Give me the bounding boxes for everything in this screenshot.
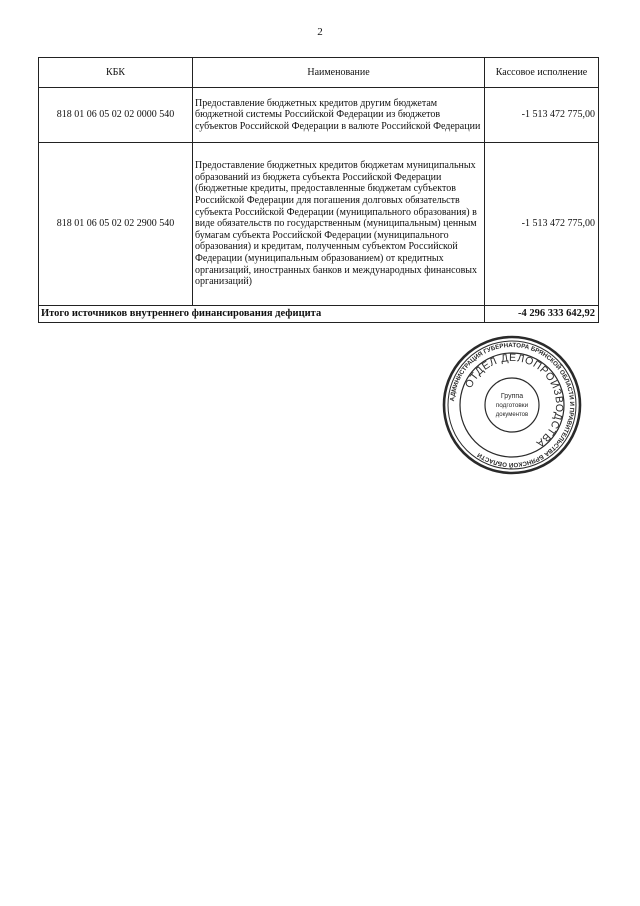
table-row [39, 88, 599, 143]
stamp-arc-text: ОТДЕЛ ДЕЛОПРОИЗВОДСТВА [462, 351, 566, 450]
total-amount: -4 296 333 642,92 [485, 306, 599, 323]
header-kbk: КБК [39, 58, 193, 88]
stamp-center-line-3: документов [495, 412, 529, 418]
row-description: Предоставление бюджетных кредитов другим бюджетам бюджетной системы Российской Федерации из бюджетов субъектов Российской Федерации в валюте Российской Федерации [193, 88, 485, 143]
header-name: Наименование [193, 58, 485, 88]
table-row [39, 143, 599, 306]
row-kbk-code: 818 01 06 05 02 02 2900 540 [39, 143, 193, 306]
row-description: Предоставление бюджетных кредитов бюджетам муниципальных образований из бюджета субъекта Российской Федерации (бюджетные кредиты, предоставленные бюджетам субъектов Российской Федерации для погашения долговых обязательств субъекта Российской Федерации (муниципального образования) в виде обязательств по государственным (муниципальным) ценным бумагам субъекта Российской Федерации (муниципального образования) и кредитам, полученным субъектом Российской Федерации (муниципальным образованием) от кредитных организаций, иностранных банков и международных финансовых организаций) [193, 143, 485, 306]
office-seal-stamp [441, 334, 583, 476]
row-amount: -1 513 472 775,00 [485, 88, 599, 143]
row-kbk-code: 818 01 06 05 02 02 0000 540 [39, 88, 193, 143]
row-amount: -1 513 472 775,00 [485, 143, 599, 306]
total-label: Итого источников внутреннего финансирования дефицита [39, 306, 485, 323]
stamp-ring-text: АДМИНИСТРАЦИЯ ГУБЕРНАТОРА БРЯНСКОЙ ОБЛАСТИ И ПРАВИТЕЛЬСТВА БРЯНСКОЙ ОБЛАСТИ [449, 341, 576, 469]
stamp-center-line-1: Группа [500, 393, 524, 400]
table-total-row [39, 306, 599, 323]
page-number: 2 [317, 26, 323, 38]
stamp-center-line-2: подготовки [495, 402, 529, 409]
budget-sources-table [38, 57, 599, 323]
header-amount: Кассовое исполнение [485, 58, 599, 88]
table-header-row [39, 58, 599, 88]
